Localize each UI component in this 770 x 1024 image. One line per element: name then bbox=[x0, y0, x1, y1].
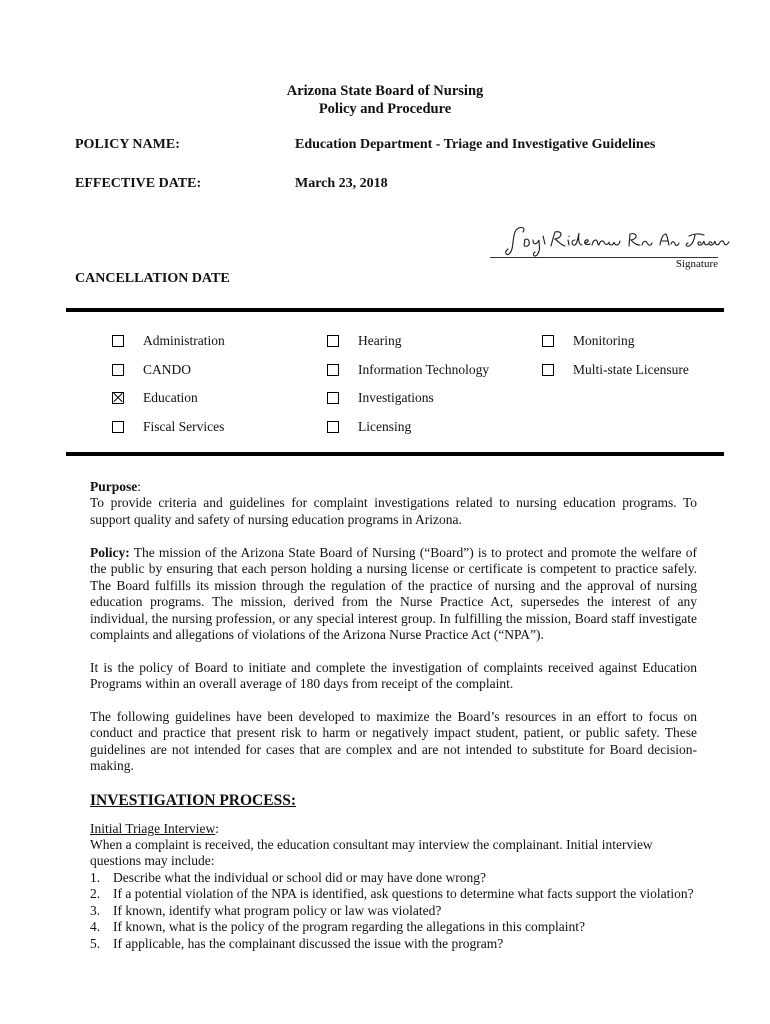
checkbox-cando[interactable] bbox=[112, 364, 124, 376]
effective-date-value: March 23, 2018 bbox=[295, 176, 388, 191]
checkbox-information-technology[interactable] bbox=[327, 364, 339, 376]
policy-label: Policy: bbox=[90, 545, 130, 560]
investigation-heading: INVESTIGATION PROCESS: bbox=[90, 792, 296, 809]
list-item: 4. If known, what is the policy of the program regarding the allegations in this complaint? bbox=[90, 919, 586, 935]
triage-subheading: Initial Triage Interview: bbox=[90, 821, 219, 836]
dept-investigations[interactable]: Investigations bbox=[327, 390, 434, 406]
list-item: 2. If a potential violation of the NPA is identified, ask questions to determine what facts support the violation? bbox=[90, 886, 694, 902]
dept-information-technology[interactable]: Information Technology bbox=[327, 362, 489, 378]
dept-fiscal-services[interactable]: Fiscal Services bbox=[112, 419, 224, 435]
purpose-text: To provide criteria and guidelines for complaint investigations related to nursing education programs. To support quality and safety of nursing education programs in Arizona. bbox=[90, 495, 697, 527]
triage-intro: When a complaint is received, the education consultant may interview the complainant. Initial interview questions may include: bbox=[90, 837, 653, 869]
dept-administration[interactable]: Administration bbox=[112, 333, 225, 349]
checkbox-multi-state-licensure[interactable] bbox=[542, 364, 554, 376]
signature-image bbox=[505, 222, 730, 260]
dept-multi-state-licensure[interactable]: Multi-state Licensure bbox=[542, 362, 689, 378]
policy-section bbox=[90, 545, 697, 643]
checkbox-monitoring[interactable] bbox=[542, 335, 554, 347]
guidelines-paragraph: The following guidelines have been developed to maximize the Board’s resources in an effort to focus on conduct and practice that present risk to harm or negatively impact student, patient, or public safety. These guidelines are not intended for cases that are complex and are not intended to substitute for Board decision-making. bbox=[90, 709, 697, 774]
checkbox-licensing[interactable] bbox=[327, 421, 339, 433]
checkbox-education-checked[interactable] bbox=[112, 392, 124, 404]
checkbox-fiscal-services[interactable] bbox=[112, 421, 124, 433]
dept-cando[interactable]: CANDO bbox=[112, 362, 191, 378]
list-item: 1. Describe what the individual or school did or may have done wrong? bbox=[90, 870, 487, 885]
purpose-section: Purpose: To provide criteria and guidelines for complaint investigations related to nursing education programs. To support quality and safety of nursing education programs in Arizona. bbox=[90, 479, 697, 527]
bottom-rule bbox=[66, 452, 724, 456]
policy-name-value: Education Department - Triage and Investigative Guidelines bbox=[295, 137, 656, 152]
cancellation-date-label: CANCELLATION DATE bbox=[75, 271, 230, 286]
policy-board-paragraph: It is the policy of Board to initiate and complete the investigation of complaints received against Education Programs within an overall average of 180 days from receipt of the complaint. bbox=[90, 660, 697, 692]
list-item: 5. If applicable, has the complainant discussed the issue with the program? bbox=[90, 935, 504, 951]
dept-licensing[interactable]: Licensing bbox=[327, 419, 411, 435]
checkbox-administration[interactable] bbox=[112, 335, 124, 347]
dept-education[interactable]: Education bbox=[112, 390, 198, 406]
effective-date-label: EFFECTIVE DATE: bbox=[75, 176, 202, 191]
dept-monitoring[interactable]: Monitoring bbox=[542, 333, 635, 349]
document-title: Arizona State Board of Nursing bbox=[286, 83, 484, 99]
list-item: 3. If known, identify what program policy or law was violated? bbox=[90, 902, 442, 918]
triage-question-list bbox=[90, 870, 710, 952]
checkbox-investigations[interactable] bbox=[327, 392, 339, 404]
policy-name-label: POLICY NAME: bbox=[75, 137, 180, 152]
signature-label: Signature bbox=[675, 258, 718, 270]
document-subtitle: Policy and Procedure bbox=[318, 101, 452, 117]
policy-text: The mission of the Arizona State Board of Nursing (“Board”) is to protect and promote the welfare of the public by ensuring that each person holding a nursing license or certificate is competent to practice safely. The Board fulfills its mission through the regulation of the practice of nursing and the approval of nursing education programs. The mission, derived from the Nurse Practice Act, supersedes the interest of any individual, the nursing profession, or any special interest group. In fulfilling the mission, Board staff investigate complaints and allegations of violations of the Arizona Nurse Practice Act (“NPA”). bbox=[90, 545, 697, 643]
dept-hearing[interactable]: Hearing bbox=[327, 333, 401, 349]
purpose-label: Purpose bbox=[90, 479, 138, 494]
top-rule bbox=[66, 308, 724, 312]
checkbox-hearing[interactable] bbox=[327, 335, 339, 347]
